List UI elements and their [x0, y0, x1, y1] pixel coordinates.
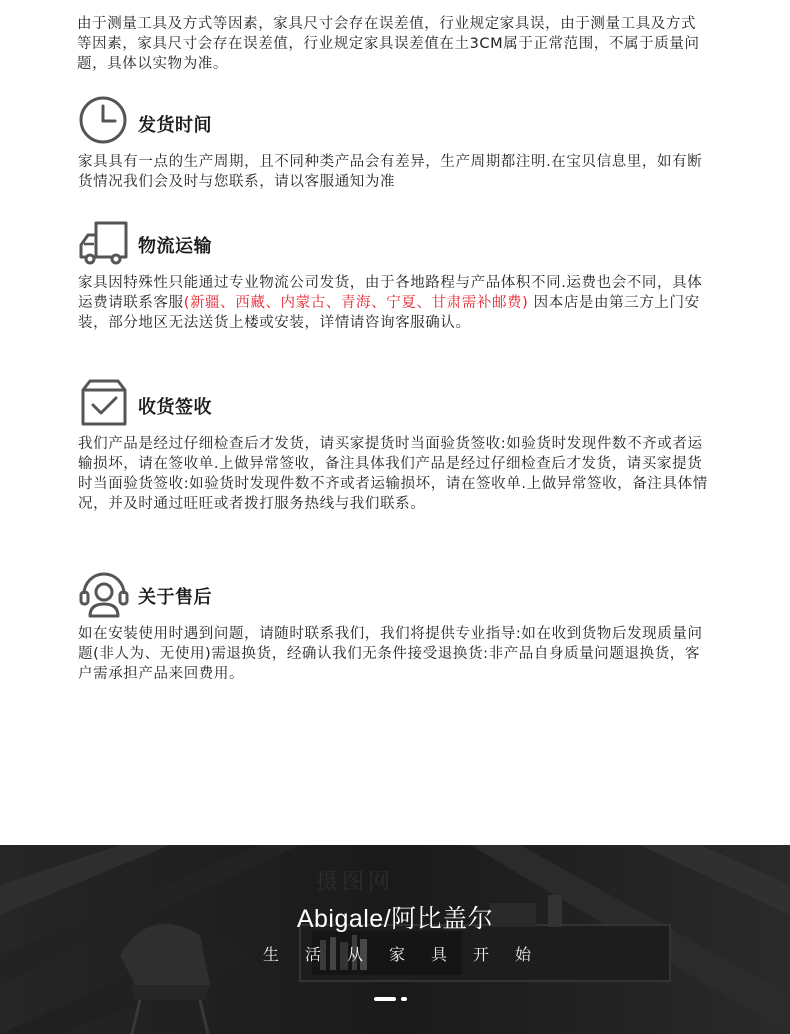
brand-banner [0, 845, 790, 1034]
truck-icon [78, 217, 130, 269]
section-body: 我们产品是经过仔细检查后才发货，请买家提货时当面验货签收:如验货时发现件数不齐或者运输损坏，请在签收单.上做异常签收，备注具体我们产品是经过仔细检查后才发货，请买家提货时当面验货签收:如验货时发现件数不齐或者运输损坏，请在签收单.上做异常签收，备注具体情况，并及时通过旺旺或者拨打服务热线与我们联系。 [78, 436, 708, 512]
section-body: 如在安装使用时遇到问题，请随时联系我们，我们将提供专业指导:如在收到货物后发现质量问题(非人为、无使用)需退换货，经确认我们无条件接受退换货:非产品自身质量问题退换货，客户需承担产品来回费用。 [78, 626, 703, 682]
section-header [78, 378, 710, 432]
section-after-sales [78, 568, 710, 684]
section-receipt [78, 378, 710, 514]
body-text-before: 家具因特殊性只能通过专业物流公司发货，由于各地路程与产品体积不同.运费也会不同，具体运费请联系客服 [78, 275, 703, 311]
section-title: 关于售后 [138, 587, 212, 608]
section-header [78, 568, 710, 622]
cut-off-icon [88, 0, 118, 4]
section-title: 物流运输 [138, 236, 212, 257]
carousel-dot-active[interactable] [374, 997, 396, 1001]
section-header [78, 217, 710, 271]
brand-name: Abigale/阿比盖尔 [296, 905, 494, 933]
brand-slogan: 生活从家具开始 [262, 945, 557, 964]
section-body [78, 273, 710, 333]
section-shipping-time [78, 96, 710, 192]
section-header [78, 96, 710, 150]
body-text-after: 因本店是由第三方上门安装，部分地区无法送货上楼或安装，详情请咨询客服确认。 [78, 295, 700, 331]
section-title: 发货时间 [138, 115, 212, 136]
size-tolerance-text: 由于测量工具及方式等因素，家具尺寸会存在误差值，行业规定家具误，由于测量工具及方式等因素，家具尺寸会存在误差值，行业规定家具误差值在土3CM属于正常范围，不属于质量问题，具体以实物为准。 [77, 16, 700, 72]
clock-icon [78, 96, 130, 148]
remote-area-highlight: (新疆、西藏、内蒙古、青海、宁夏、甘肃需补邮费) [183, 295, 529, 311]
interior-background-image [0, 845, 790, 1034]
section-title: 收货签收 [138, 397, 212, 418]
box-check-icon [78, 378, 130, 430]
customer-service-icon [78, 568, 130, 620]
section-logistics [78, 217, 710, 333]
watermark-text: 摄图网 [316, 870, 395, 895]
section-body: 家具具有一点的生产周期，且不同种类产品会有差异，生产周期都注明.在宝贝信息里，如有断货情况我们会及时与您联系，请以客服通知为准 [78, 154, 703, 190]
carousel-dot[interactable] [401, 997, 407, 1001]
